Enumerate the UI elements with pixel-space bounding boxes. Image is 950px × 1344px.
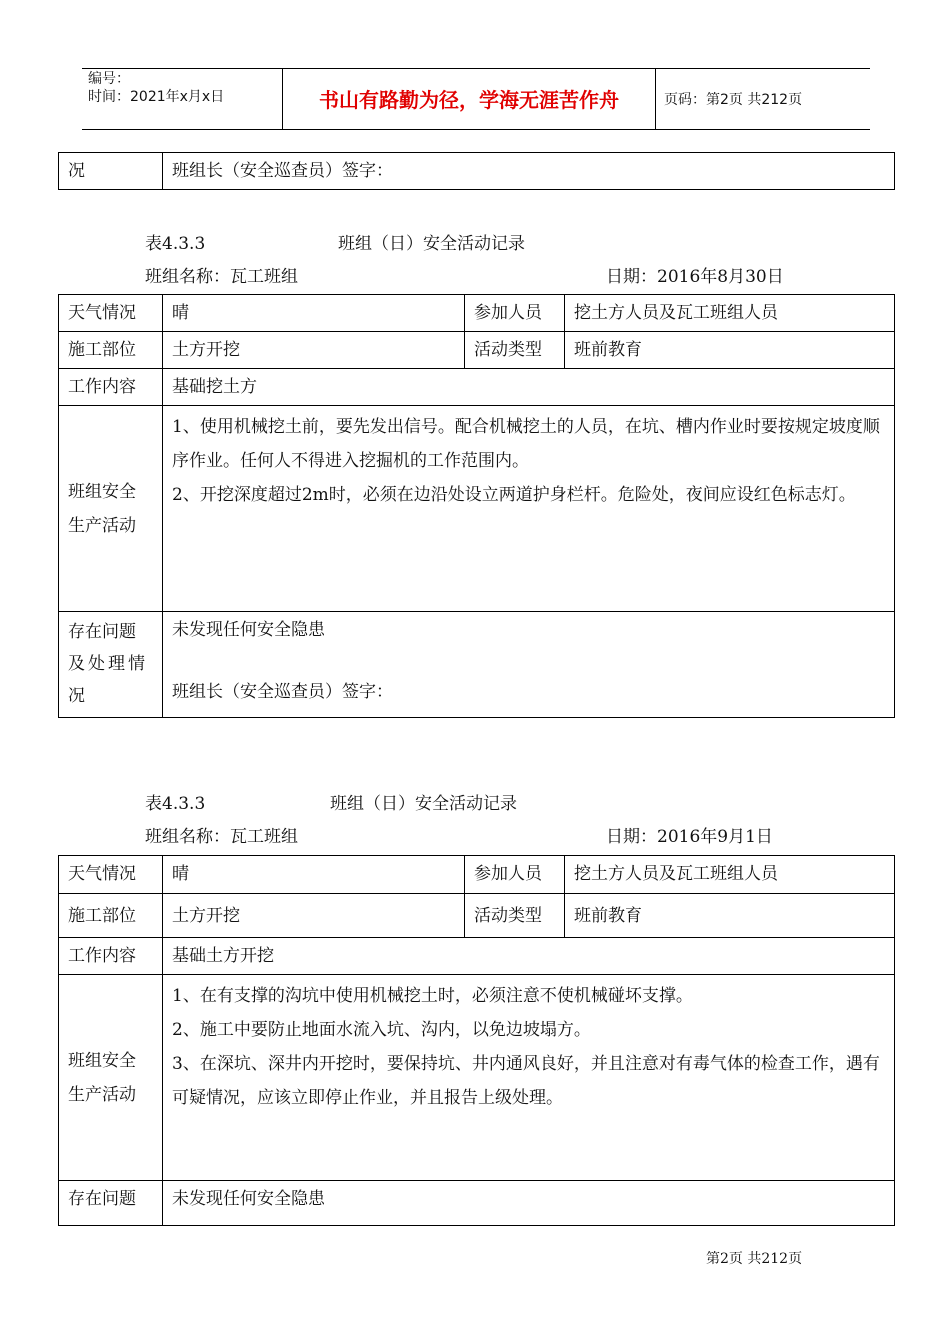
prev-signature: 班组长（安全巡查员）签字： (163, 153, 895, 190)
record1-work-label: 工作内容 (59, 369, 163, 406)
record2-weather-label: 天气情况 (59, 856, 163, 894)
header-page-number: 页码：第2页 共212页 (664, 92, 803, 108)
footer-page-number: 第2页 共212页 (706, 1251, 803, 1267)
record1-issues-label-line2: 及处理情 (68, 654, 148, 674)
record2-location-label: 施工部位 (59, 894, 163, 938)
record1-work-value: 基础挖土方 (163, 369, 895, 406)
record2-activity-content (163, 975, 895, 1181)
header-divider-right (655, 69, 656, 129)
record1-signature: 班组长（安全巡查员）签字： (172, 682, 393, 702)
record1-participants-label: 参加人员 (465, 295, 565, 332)
header-bottom-rule (82, 129, 870, 130)
record2-team-name: 班组名称：瓦工班组 (145, 827, 298, 847)
header-meta (88, 70, 224, 106)
previous-record-table (58, 152, 895, 190)
record1-location-label: 施工部位 (59, 332, 163, 369)
record2-table (58, 855, 895, 1226)
record1-team-name: 班组名称：瓦工班组 (145, 267, 298, 287)
record2-activity-label-line1: 班组安全 (68, 1050, 136, 1071)
record2-issues-value: 未发现任何安全隐患 (163, 1181, 895, 1226)
prev-issues-label: 况 (59, 153, 163, 190)
record1-weather-value: 晴 (163, 295, 465, 332)
record1-title: 班组（日）安全活动记录 (338, 234, 525, 254)
record2-location-value: 土方开挖 (163, 894, 465, 938)
record1-type-label: 活动类型 (465, 332, 565, 369)
record2-activity-item: 3、在深坑、深井内开挖时，要保持坑、井内通风良好，并且注意对有毒气体的检查工作，遇有可疑情况，应该立即停止作业，并且报告上级处理。 (172, 1054, 880, 1108)
record1-table-number: 表4.3.3 (145, 234, 206, 254)
record2-activity-label-line2: 生产活动 (68, 1084, 136, 1105)
record2-issues-label: 存在问题 (59, 1181, 163, 1226)
header-motto: 书山有路勤为径，学海无涯苦作舟 (319, 88, 619, 112)
record2-type-label: 活动类型 (465, 894, 565, 938)
record1-date: 日期：2016年8月30日 (606, 267, 784, 287)
record2-table-number: 表4.3.3 (145, 794, 206, 814)
record1-activity-content (163, 406, 895, 612)
record1-weather-label: 天气情况 (59, 295, 163, 332)
header-number: 编号： (88, 71, 130, 87)
header-top-rule (82, 68, 870, 69)
record1-table (58, 294, 895, 718)
record2-date: 日期：2016年9月1日 (606, 827, 773, 847)
record1-activity-label-line2: 生产活动 (68, 515, 136, 536)
record2-work-value: 基础土方开挖 (163, 938, 895, 975)
record1-participants-value: 挖土方人员及瓦工班组人员 (565, 295, 895, 332)
record1-activity-label-line1: 班组安全 (68, 481, 136, 502)
record1-issues-label (59, 612, 163, 718)
record1-activity-label (59, 406, 163, 612)
record2-weather-value: 晴 (163, 856, 465, 894)
record2-type-value: 班前教育 (565, 894, 895, 938)
record1-activity-item: 1、使用机械挖土前，要先发出信号。配合机械挖土的人员，在坑、槽内作业时要按规定坡度顺序作业。任何人不得进入挖掘机的工作范围内。 (172, 417, 880, 471)
record1-issues-label-line1: 存在问题 (68, 622, 136, 642)
record2-title: 班组（日）安全活动记录 (330, 794, 517, 814)
record2-activity-item: 2、施工中要防止地面水流入坑、沟内，以免边坡塌方。 (172, 1020, 591, 1040)
record1-location-value: 土方开挖 (163, 332, 465, 369)
record2-activity-label (59, 975, 163, 1181)
record1-issues-label-line3: 况 (68, 686, 85, 706)
record1-issues-content (163, 612, 895, 718)
record2-participants-label: 参加人员 (465, 856, 565, 894)
record1-type-value: 班前教育 (565, 332, 895, 369)
record1-issues-value: 未发现任何安全隐患 (172, 620, 325, 640)
record2-participants-value: 挖土方人员及瓦工班组人员 (565, 856, 895, 894)
record1-activity-item: 2、开挖深度超过2m时，必须在边沿处设立两道护身栏杆。危险处，夜间应设红色标志灯。 (172, 485, 856, 505)
header-time: 时间：2021年x月x日 (88, 89, 225, 105)
record2-activity-item: 1、在有支撑的沟坑中使用机械挖土时，必须注意不使机械碰坏支撑。 (172, 986, 693, 1006)
record2-work-label: 工作内容 (59, 938, 163, 975)
